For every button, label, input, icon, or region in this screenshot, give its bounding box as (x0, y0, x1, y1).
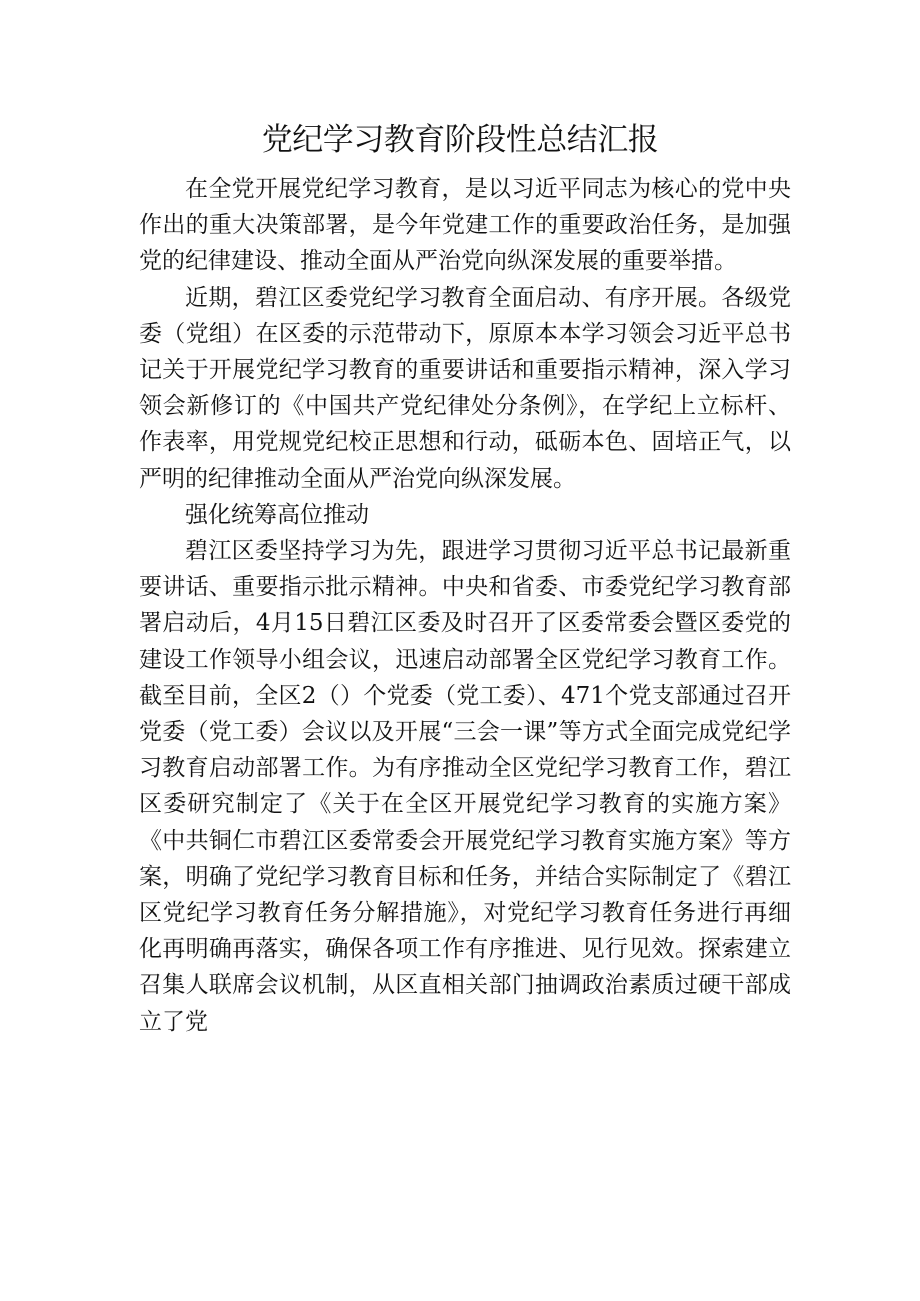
document-body (139, 171, 791, 1040)
section-paragraph: 碧江区委坚持学习为先，跟进学习贯彻习近平总书记最新重要讲话、重要指示批示精神。中央和省委、市委党纪学习教育部署启动后，4月15日碧江区委及时召开了区委常委会暨区委党的建设工作领导小组会议，迅速启动部署全区党纪学习教育工作。截至目前，全区2（）个党委（党工委）、471个党支部通过召开党委（党工委）会议以及开展“三会一课”等方式全面完成党纪学习教育启动部署工作。为有序推动全区党纪学习教育工作，碧江区委研究制定了《关于在全区开展党纪学习教育的实施方案》《中共铜仁市碧江区委常委会开展党纪学习教育实施方案》等方案，明确了党纪学习教育目标和任务，并结合实际制定了《碧江区党纪学习教育任务分解措施》，对党纪学习教育任务进行再细化再明确再落实，确保各项工作有序推进、见行见效。探索建立召集人联席会议机制，从区直相关部门抽调政治素质过硬干部成立了党 (139, 538, 791, 1035)
progress-paragraph: 近期，碧江区委党纪学习教育全面启动、有序开展。各级党委（党组）在区委的示范带动下，原原本本学习领会习近平总书记关于开展党纪学习教育的重要讲话和重要指示精神，深入学习领会新修订的《中国共产党纪律处分条例》，在学纪上立标杆、作表率，用党规党纪校正思想和行动，砥砺本色、固培正气，以严明的纪律推动全面从严治党向纵深发展。 (139, 284, 791, 492)
document-title: 党纪学习教育阶段性总结汇报 (261, 122, 659, 158)
intro-paragraph: 在全党开展党纪学习教育，是以习近平同志为核心的党中央作出的重大决策部署，是今年党建工作的重要政治任务，是加强党的纪律建设、推动全面从严治党向纵深发展的重要举措。 (139, 176, 791, 275)
section-heading: 强化统筹高位推动 (185, 501, 369, 528)
